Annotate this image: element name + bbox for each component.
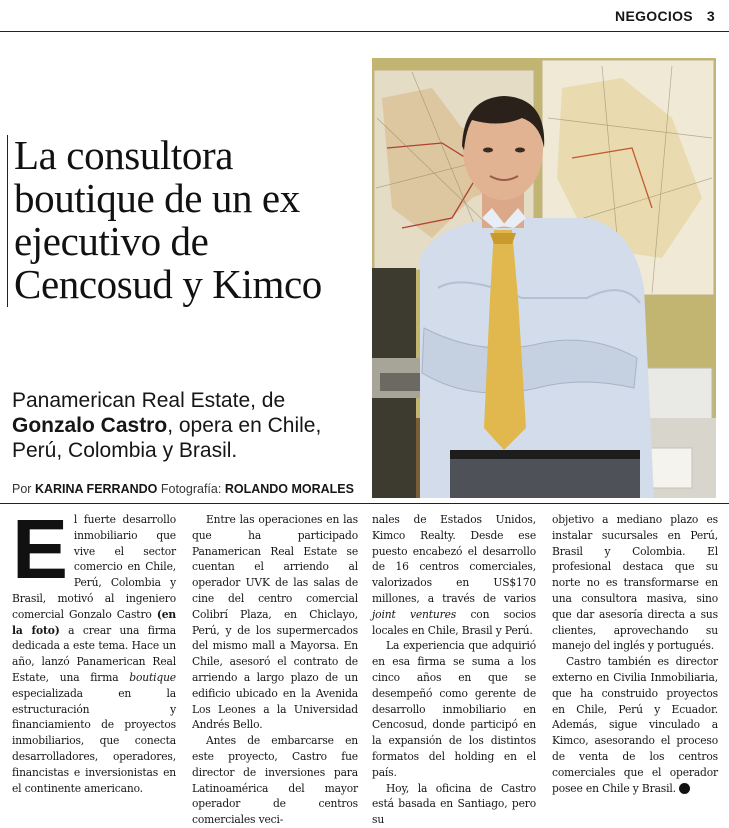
section-name: NEGOCIOS xyxy=(615,8,693,24)
body-text: Castro también es director externo en Civilia Inmobiliaria, que ha construido proyectos en Chile, Perú y Ecuador. Además, sigue vinculado a Kimco, asesorando el proceso de venta de los centros comerciales que el operador posee en Chile y Brasil. xyxy=(552,655,718,795)
byline-author: KARINA FERRANDO xyxy=(34,482,158,496)
body-paragraph: Hoy, la oficina de Castro está basada en Santiago, pero su xyxy=(372,781,536,827)
body-paragraph: objetivo a mediano plazo es instalar sucursales en Perú, Brasil y Colombia. El profesional destaca que su norte no es transformarse en una consultora masiva, sino que dar asesoría directa a sus clientes, aprovechando su manejo del inglés y portugués. xyxy=(552,513,718,653)
article-photo xyxy=(372,58,716,498)
deck-name: Gonzalo Castro xyxy=(12,414,168,437)
body-text: a crear una firma dedicada a este tema. Hace un año, lanzó Panamerican Real Estate, una firma xyxy=(12,623,176,684)
end-of-article-icon: N xyxy=(679,783,690,794)
body-text: nales de Estados Unidos, Kimco Realty. Desde ese puesto encabezó el desarrollo de 16 centros comerciales, valorizados en US$170 millones, a través de varios xyxy=(372,513,536,605)
body-text: con socios locales en Chile, Brasil y Perú. xyxy=(372,607,536,637)
page-number: 3 xyxy=(706,8,715,24)
body-column-4 xyxy=(552,512,718,796)
byline-photo-prefix: Fotografía: xyxy=(160,482,222,496)
body-text: l fuerte desarrollo inmobiliario que vive el sector comercio en Chile, Perú, Colombia y Brasil, motivó al ingeniero comercial Gonzalo Castro xyxy=(12,513,176,621)
article-headline: La consultora boutique de un ex ejecutivo de Cencosud y Kimco xyxy=(14,132,322,307)
header-rule xyxy=(0,31,729,32)
body-column-1 xyxy=(12,502,176,796)
body-paragraph: Antes de embarcarse en este proyecto, Castro fue director de inversiones para Latinoamérica del mayor operador de centros comerciales veci- xyxy=(192,734,358,827)
page-header xyxy=(615,8,715,24)
byline-photographer: ROLANDO MORALES xyxy=(224,482,354,496)
body-italic: joint ventures xyxy=(372,607,457,621)
deck-text-2: , opera en Chile, Perú, Colombia y Brasil. xyxy=(12,414,322,462)
body-italic: boutique xyxy=(129,670,176,684)
body-text: especializada en la estructuración y financiamiento de proyectos inmobiliarios, que conecta desarrolladores, operadores, financistas e inversionistas en el continente americano. xyxy=(12,686,176,795)
byline-rule xyxy=(0,503,729,504)
headline-rule xyxy=(7,135,8,307)
drop-cap: E xyxy=(12,502,68,596)
body-paragraph xyxy=(12,502,176,796)
byline-author-prefix: Por xyxy=(12,482,32,496)
photo-ref: (en la foto) xyxy=(12,607,176,637)
body-paragraph: Entre las operaciones en las que ha participado Panamerican Real Estate se cuentan el arriendo al operador UVK de las salas de cine del centro comercial Colibrí Plaza, en Chiclayo, Perú, y de los supermercados del mismo mall a Mayorsa. En Chile, asesoró el contrato de arriendo a largo plazo de un edificio ubicado en la Avenida Los Leones a la Universidad Andrés Bello. xyxy=(192,513,358,732)
body-paragraph xyxy=(552,654,718,796)
body-column-3 xyxy=(372,512,536,828)
article-deck xyxy=(12,388,370,463)
body-paragraph: La experiencia que adquirió en esa firma se suma a los cinco años en que se desempeñó como gerente de desarrollo inmobiliario en Cencosud, donde participó en la expansión de los distintos formatos del holding en el país. xyxy=(372,639,536,779)
deck-text-1: Panamerican Real Estate, de xyxy=(12,389,286,412)
byline xyxy=(12,482,354,496)
body-paragraph xyxy=(372,512,536,638)
body-column-2 xyxy=(192,512,358,828)
